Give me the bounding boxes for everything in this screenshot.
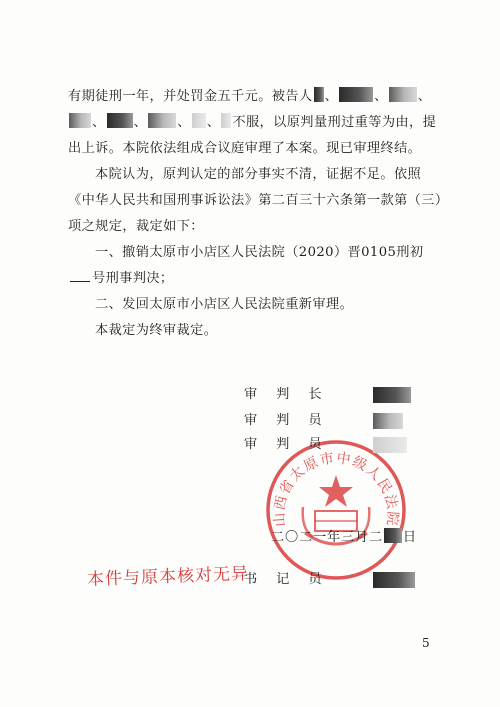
redacted-name — [148, 113, 176, 128]
paragraph-final: 本裁定为终审裁定。 — [95, 323, 218, 338]
redacted-name — [192, 113, 206, 128]
redacted-name — [339, 87, 373, 102]
paragraph-appeal: 有期徒刑一年，并处罚金五千元。被告人 、 、 、、 、 、 、 不服，以原判量刑过重等为由，提出上诉。本院依法组成合议庭审理了本案。现已审理终结。 — [68, 89, 437, 156]
redacted-name — [107, 113, 133, 128]
signature-judge-1: 审判员 — [244, 410, 434, 432]
redacted-day — [384, 528, 402, 543]
redacted-name — [221, 113, 231, 128]
redacted-signature — [373, 387, 411, 403]
redacted-signature — [373, 572, 415, 588]
paragraph-ruling-1: 一、撤销太原市小店区人民法院（2020）晋0105刑初号刑事判决； — [68, 240, 444, 292]
ruling-body — [68, 84, 444, 344]
verification-stamp: 本件与原本核对无异 — [86, 564, 250, 590]
paragraph-ruling-2: 二、发回太原市小店区人民法院重新审理。 — [95, 297, 354, 312]
redacted-name — [314, 87, 324, 102]
redacted-signature — [373, 437, 407, 453]
signature-clerk: 书记员 — [244, 569, 434, 591]
svg-text:山西省太原市中级人民法院: 山西省太原市中级人民法院 — [271, 450, 401, 528]
redacted-signature — [373, 413, 403, 429]
ruling-date: 二〇二一年三月二 日 — [271, 530, 417, 545]
signature-judge-2: 审判员 — [244, 434, 434, 456]
redacted-name — [69, 113, 91, 128]
redacted-case-number — [70, 269, 90, 282]
signature-presiding-judge: 审判长 — [244, 384, 434, 406]
paragraph-reasoning: 本院认为，原判认定的部分事实不清，证据不足。依照《中华人民共和国刑事诉讼法》第二百三十六条第一款第（三）项之规定，裁定如下： — [68, 167, 442, 234]
court-seal — [263, 437, 409, 583]
redacted-name — [389, 87, 417, 102]
page-number: 5 — [422, 636, 430, 650]
